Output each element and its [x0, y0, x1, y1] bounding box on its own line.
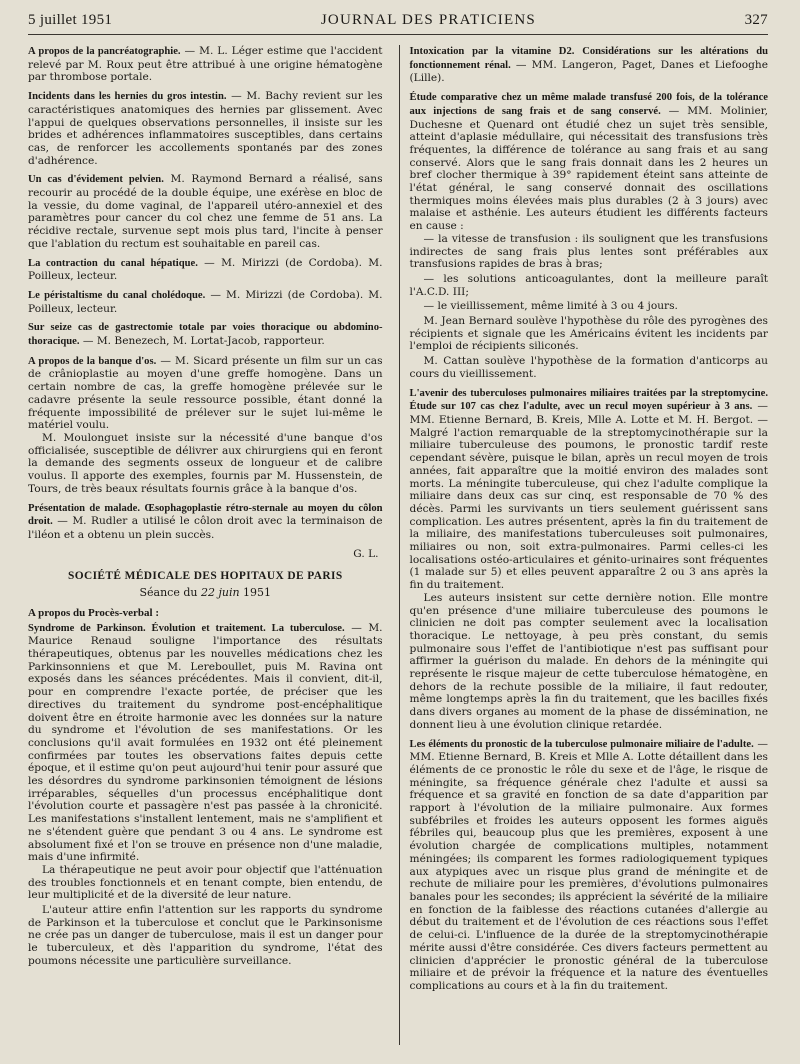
abstract-banque-os-cont: M. Moulonguet insiste sur la nécessité d'une banque d'os officialisée, susceptible de délivrer aux chirurgiens qui en feront la demande des segments osseux de longueur et de calibre voulus. Il apporte des exemples, fournis par M. Hussenstein, de Tours, de très beaux résultats fournis grâce à la banque d'os.: [28, 431, 383, 495]
issue-date: 5 juillet 1951: [28, 12, 113, 28]
page-number: 327: [744, 12, 768, 28]
society-heading: SOCIÉTÉ MÉDICALE DES HOPITAUX DE PARIS: [67, 569, 343, 582]
abstract-miliaires-avenir: [410, 387, 768, 592]
abstract-transfusion: [410, 91, 768, 233]
abstract-choledoque: [28, 289, 383, 315]
abstract-body: — M. Mirizzi (de Cordoba). M. Poilleux, lecteur.: [28, 256, 383, 283]
author-signature: G. L.: [353, 547, 379, 560]
abstract-oesophagoplastie: [28, 502, 383, 542]
abstract-title: La contraction du canal hépatique.: [28, 257, 198, 269]
abstract-pronostic-miliaire: [410, 738, 768, 993]
abstract-canal-hepatique: [28, 257, 383, 283]
abstract-body: — M. L. Léger estime que l'accident relevé par M. Roux peut être attribué à une origine hématogène par thrombose portale.: [28, 45, 383, 84]
proces-verbal-heading: A propos du Procès-verbal :: [28, 606, 159, 619]
abstract-body: — MM. Etienne Bernard, B. Kreis et Mlle A. Lotte détaillent dans les éléments de ce pronostic le rôle du sexe et de l'âge, le risque de méningite, sa fréquence générale chez l'adulte et aussi sa fréquence et sa gravité en fonction de sa date d'apparition par rapport à l'évolution de la miliaire pulmonaire. Aux formes subfébriles et froides les auteurs opposent les formes aiguës fébriles qui, beaucoup plus que les premières, exposent à une évolution chargée de complications multiples, notamment méningées; ils comparent les formes radiologiquement typiques aux atypiques avec un risque plus grand de méningite et de rechute de miliaire pour les premières, d'évolutions pulmonaires banales pour les secondes; ils apprécient la sévérité de la miliaire en fonction de la faiblesse des réactions cutanées d'allergie au début du traitement et de l'évolution de ces réactions sous l'effet de celui-ci. L'influence de la durée de la streptomycinothérapie mérite aussi d'être considérée. Ces divers facteurs permettent au clinicien d'apprécier le pronostic général de la tuberculose miliaire et de prévoir la fréquence et la nature des éventuelles complications au cours et à la fin du traitement.: [409, 737, 768, 992]
abstract-body: — M. Bachy revient sur les caractéristiques anatomiques des hernies par glissement. Avec l'appui de quelques observations personnelles, il insiste sur les brides et adhérences inflammatoires susceptibles, dans certains cas, de renforcer les accollements spontanés par des zones d'adhérence.: [28, 90, 383, 167]
factor-vieillissement: — le vieillissement, même limité à 3 ou 4 jours.: [423, 300, 678, 313]
abstract-pancreatographie: [28, 45, 383, 84]
comment-bernard: M. Jean Bernard soulève l'hypothèse du rôle des pyrogènes des récipients et signale que les Américains évitent les incidents par l'emploi de récipients siliconés.: [409, 315, 768, 353]
abstract-hernies: [28, 90, 383, 167]
abstract-body: — MM. Langeron, Paget, Danes et Liefooghe (Lille).: [409, 58, 768, 85]
abstract-body: — M. Sicard présente un film sur un cas de crânioplastie au moyen d'une greffe homogène. Dans un certain nombre de cas, la greffe homogène prélevée sur le cadavre présente la seule ressource possible, étant donné la fréquente impossibilité de prélever sur le sujet lui-même le matériel voulu.: [28, 354, 383, 432]
abstract-evidement: [28, 173, 383, 250]
session-label: Séance du: [139, 585, 201, 599]
abstract-title: Le péristaltisme du canal cholédoque.: [28, 289, 206, 301]
left-column: [28, 45, 383, 1045]
page-header: [28, 12, 768, 35]
abstract-miliaires-avenir-cont: Les auteurs insistent sur cette dernière notion. Elle montre qu'en présence d'une miliaire tuberculeuse des poumons le clinicien ne doit pas compter seulement avec la localisation thoracique. Le nettoyage, à peu près constant, du semis pulmonaire sous l'effet de l'antibiotique n'est pas suffisant pour affirmer la guérison du malade. En dehors de la méningite qui représente le risque majeur de cette tuberculose hématogène, en dehors de la rechute possible de la miliaire, il faut redouter, même longtemps après la fin du traitement, que les bacilles fixés dans divers organes au moment de la phase de dissémination, ne donnent lieu à une évolution clinique retardée.: [409, 591, 768, 731]
abstract-body: — M. Maurice Renaud souligne l'importance des résultats thérapeutiques, obtenus par les nouvelles médications chez les Parkinsonniens et que M. Lereboullet, puis M. Ravina ont exposés dans les séances précédentes. Mais il convient, dit-il, pour en comprendre l'exacte portée, de préciser que les directives du traitement du syndrome post-encéphalitique doivent être en étroite harmonie avec les données sur la nature du syndrome et l'évolution de ses manifestations. Or les conclusions qu'il avait formulées en 1932 ont été pleinement confirmées par toutes les observations faites depuis cette époque, et il estime qu'on peut aujourd'hui tenir pour assuré que les désordres du syndrome parkinsonien témoignent de lésions irréparables, séquelles d'un processus encéphalitique dont l'évolution courte et passagère n'est pas passée à la chronicité. Les manifestations s'installent lentement, mais ne s'amplifient et ne s'étendent guère que pendant 3 ou 4 ans. Le syndrome est absolument fixé et l'on se trouve en présence non d'une maladie, mais d'une infirmité.: [28, 621, 383, 864]
abstract-vitamine-d2: [410, 45, 768, 85]
right-column: [399, 45, 768, 1045]
abstract-body: — MM. Molinier, Duchesne et Quenard ont étudié chez un sujet très sensible, atteint d'aplasie médullaire, qui nécessitait des transfusions très fréquentes, la différence de tolérance au sang frais et au sang conservé. Alors que le sang frais donnait dans les 2 heures un bref clocher thermique à 39° rapidement éteint sans atteinte de l'état général, le sang conservé donnait des oscillations thermiques moins élevées mais plus durables (2 à 3 jours) avec malaise et asthénie. Les auteurs étudient les différents facteurs en cause :: [409, 104, 768, 233]
comment-cattan: M. Cattan soulève l'hypothèse de la formation d'anticorps au cours du vieillissement.: [409, 355, 768, 380]
abstract-title: A propos de la banque d'os.: [28, 355, 157, 367]
session-year: 1951: [239, 585, 272, 599]
abstract-body: — M. Rudler a utilisé le côlon droit avec la terminaison de l'iléon et a obtenu un plein succès.: [28, 515, 383, 541]
abstract-banque-os: [28, 355, 383, 432]
abstract-title: Intoxication par la vitamine D2. Considérations sur les altérations du fonctionnement rénal.: [409, 46, 768, 71]
session-date: [28, 586, 383, 599]
abstract-gastrectomie: [28, 321, 383, 348]
abstract-parkinson: [28, 622, 383, 864]
abstract-title: Syndrome de Parkinson. Évolution et traitement. La tuberculose.: [28, 622, 345, 634]
abstract-title: Un cas d'évidement pelvien.: [28, 174, 164, 186]
abstract-parkinson-conclusion: L'auteur attire enfin l'attention sur les rapports du syndrome de Parkinson et la tuberculose et conclut que le Parkinsonisme ne crée pas un danger de tuberculose, mais il est un danger pour le tuberculeux, et dès l'apparition du syndrome, l'état des poumons nécessite une particulière surveillance.: [28, 904, 383, 967]
article-columns: [28, 45, 768, 1045]
abstract-title: Présentation de malade. Œsophagoplastie rétro-sternale au moyen du côlon droit.: [28, 502, 383, 528]
journal-title: JOURNAL DES PRATICIENS: [320, 12, 536, 28]
abstract-title: Étude comparative chez un même malade transfusé 200 fois, de la tolérance aux injections de sang frais et de sang conservé.: [409, 92, 768, 117]
abstract-body: — MM. Etienne Bernard, B. Kreis, Mlle A. Lotte et M. H. Bergot. — Malgré l'action remarquable de la streptomycinothérapie sur la miliaire tuberculeuse des poumons, le pronostic tardif reste cependant sévère, puisque le bilan, après un recul moyen de trois années, fait apparaître que la moitié environ des malades sont morts. La méningite tuberculeuse, qui chez l'adulte complique la miliaire dans deux cas sur cinq, est responsable de 70 % des décès. Parmi les survivants un tiers seulement guérissent sans complication. Les autres présentent, après la fin du traitement de la miliaire, des manifestations tuberculeuses soit pulmonaires, miliaires ou non, soit extra-pulmonaires. Parmi celles-ci les localisations ostéo-articulaires et génito-urinaires sont fréquentes (1 malade sur 5) et elles peuvent apparaître 2 ou 3 ans après la fin du traitement.: [409, 400, 768, 592]
factor-anticoagulants: — les solutions anticoagulantes, dont la meilleure paraît l'A.C.D. III;: [409, 272, 768, 298]
abstract-title: A propos de la pancréatographie.: [28, 46, 181, 57]
abstract-body: M. Raymond Bernard a réalisé, sans recourir au procédé de la double équipe, une exérèse en bloc de la vessie, du dome vaginal, de l'appareil utéro-annexiel et des paramètres pour cancer du col chez une femme de 51 ans. La récidive rectale, survenue sept mois plus tard, l'incite à penser que l'ablation du rectum est souhaitable en pareil cas.: [28, 173, 383, 250]
factor-vitesse: — la vitesse de transfusion : ils soulignent que les transfusions indirectes de sang frais plus lentes sont préférables aux transfusions rapides de bras à bras;: [409, 232, 768, 271]
session-day: 22 juin: [200, 585, 240, 599]
abstract-parkinson-therapeutique: La thérapeutique ne peut avoir pour objectif que l'atténuation des troubles fonctionnels et en tenant compte, bien entendu, de leur multiplicité et de la diversité de leur nature.: [28, 863, 383, 902]
abstract-body: — M. Benezech, M. Lortat-Jacob, rapporteur.: [79, 335, 325, 348]
abstract-title: L'avenir des tuberculoses pulmonaires miliaires traitées par la streptomycine. Étude sur 107 cas chez l'adulte, avec un recul moyen supérieur à 3 ans.: [409, 387, 768, 413]
abstract-body: — M. Mirizzi (de Cordoba). M. Poilleux, lecteur.: [28, 288, 383, 315]
abstract-title: Les éléments du pronostic de la tuberculose pulmonaire miliaire de l'adulte.: [409, 738, 754, 750]
abstract-title: Sur seize cas de gastrectomie totale par voies thoracique ou abdomino-thoracique.: [28, 322, 383, 348]
abstract-title: Incidents dans les hernies du gros intestin.: [28, 91, 227, 103]
